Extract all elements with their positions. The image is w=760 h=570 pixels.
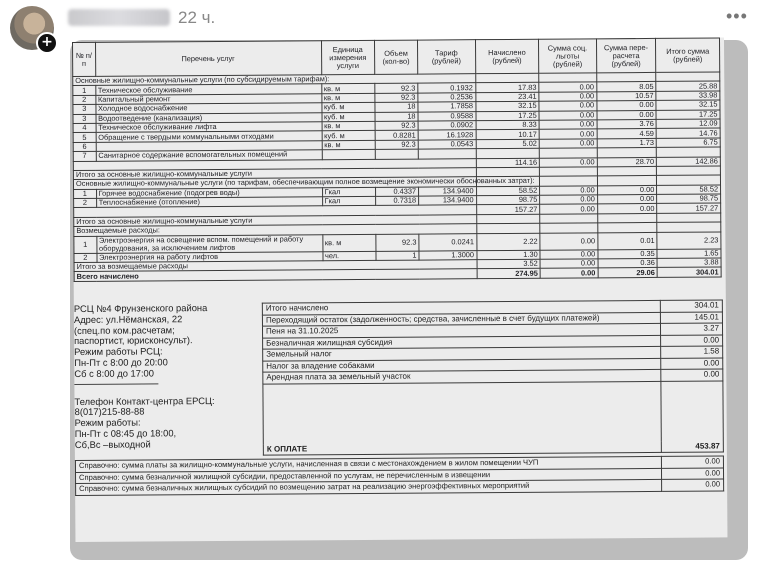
cell-total: 3.88 [657,258,721,268]
cell-label: Санитарное содержание вспомогательных помещений [96,150,322,161]
section-label: Итого за основные жилищно-коммунальные услуги [73,168,476,180]
to-pay-value: 453.87 [661,441,723,452]
cell-unit: куб. м [322,131,375,141]
cell-soc: 0.00 [540,195,598,205]
cell-soc [540,167,598,177]
cell-total [657,213,721,223]
cell-label: Горячее водоснабжение (подогрев воды) [96,187,322,198]
contact-line: 8(017)215-88-88 [74,405,145,418]
col-header: Сумма пере-расчета (рублей) [596,38,656,72]
note-value: 0.00 [662,479,724,491]
cell-charged: 5.02 [476,139,540,149]
cell-soc: 0.00 [540,232,598,249]
cell-n: 4 [73,123,96,133]
cell-soc [539,148,597,158]
cell-recalc: 0.01 [598,232,658,249]
cell-tariff [418,149,476,159]
info-line: Режим работы РСЦ: [74,345,163,358]
summary-table [262,299,724,455]
note-label: Справочно: сумма безналичных жилищных субсидий по возмещению затрат на реализацию энергоэффективных мероприятий [76,480,662,496]
cell-recalc: 0.36 [598,258,658,268]
cell-total: 157.27 [657,203,721,213]
cell-recalc: 28.70 [597,157,657,167]
section-label: Итого за основные жилищно-коммунальные услуги [74,215,477,227]
cell-unit: кв. м [322,140,375,150]
service-center-info [74,303,263,451]
info-line: Пн-Пт с 8:00 до 20:00 [74,356,168,368]
cell-vol: 92.3 [375,93,418,103]
cell-charged: 58.52 [476,186,540,196]
cell-label: Обращение с твердыми коммунальными отходами [96,131,322,142]
cell-recalc [597,166,657,176]
cell-charged: 10.17 [476,130,540,140]
cell-total: 98.75 [657,194,721,204]
cell-total: 33.98 [656,91,720,101]
cell-n: 5 [73,133,96,143]
more-options-icon[interactable]: ••• [726,6,748,26]
cell-unit: кв. м [321,84,374,94]
note-label: Справочно: сумма безналичной жилищной субсидии, предоставленной по услугам, не перечисленным в извещении [76,468,662,484]
section-label: Возмещаемые расходы: [74,224,477,236]
cell-vol: 0.4337 [375,187,418,197]
cell-unit: Гкал [322,187,375,197]
cell-soc: 0.00 [539,101,597,111]
cell-recalc: 1.73 [597,138,657,148]
cell-vol: 92.3 [375,140,418,150]
cell-charged: 3.52 [477,259,541,269]
cell-vol: 0.7318 [375,196,418,206]
cell-label: Теплоснабжение (отопление) [96,197,322,208]
summary-label: Пеня на 31.10.2025 [262,323,660,337]
cell-recalc [596,72,656,82]
cell-total: 58.52 [657,185,721,195]
cell-charged [475,73,539,83]
cell-recalc [597,148,657,158]
cell-tariff: 16.1928 [418,130,476,140]
summary-value: 3.27 [660,323,722,335]
cell-label: Электроэнергия на работу лифтов [97,251,323,262]
col-header: Сумма соц. льготы (рублей) [539,39,597,73]
contact-line: Пн-Пт с 08:45 до 18:00, [74,427,177,439]
cell-unit: кв. м [322,121,375,131]
charges-table [72,37,722,281]
cell-label: Холодное водоснабжение [96,103,322,114]
cell-recalc: 0.00 [597,204,657,214]
summary-label: Земельный налог [263,346,661,360]
cell-soc [539,73,597,83]
cell-charged: 114.16 [476,158,540,168]
cell-soc [540,214,598,224]
cell-tariff: 0.0543 [418,139,476,149]
col-header: Начислено (рублей) [475,39,539,73]
cell-tariff: 0.2536 [418,92,476,102]
cell-vol: 92.3 [375,121,418,131]
cell-label: Капитальный ремонт [95,94,321,105]
cell-total: 25.88 [656,81,720,91]
col-header: Итого сумма (рублей) [656,38,720,72]
cell-tariff: 0.0902 [418,121,476,131]
cell-vol [375,149,418,159]
cell-n: 2 [74,198,97,208]
cell-vol: 0.8281 [375,130,418,140]
cell-total: 304.01 [657,267,721,277]
cell-unit: кв. м [321,93,374,103]
summary-value: 0.00 [661,369,723,381]
cell-recalc [597,223,657,233]
cell-unit: кв. м [322,234,376,251]
cell-tariff: 0.9588 [418,111,476,121]
summary-label: Арендная плата за земельный участок [263,369,661,383]
summary-label: Переходящий остаток (задолженность; средства, зачисленные в счет будущих платежей) [262,312,660,326]
cell-label: Электроэнергия на освещение вспом. помещений и работу оборудования, за исключением лифтов [96,234,322,253]
cell-n: 3 [73,105,96,115]
cell-label: Водоотведение (канализация) [96,112,322,123]
to-pay-row [263,441,723,455]
cell-tariff: 134.9400 [419,196,477,206]
summary-label: Итого начислено [262,300,660,314]
cell-total: 1.65 [657,249,721,259]
cell-recalc: 10.57 [597,91,657,101]
cell-vol: 1 [376,251,419,261]
cell-unit: Гкал [322,196,375,206]
cell-soc: 0.00 [540,259,598,269]
cell-recalc: 3.76 [597,119,657,129]
cell-vol: 18 [375,102,418,112]
username-blurred[interactable] [68,9,170,26]
cell-label: Техническое обслуживание лифта [96,122,322,133]
summary-value: 1.58 [661,346,723,358]
cell-soc: 0.00 [539,120,597,130]
cell-soc: 0.00 [539,92,597,102]
cell-n: 2 [74,253,97,263]
cell-charged: 17.25 [476,111,540,121]
summary-value: 304.01 [660,300,722,312]
cell-charged: 98.75 [476,195,540,205]
cell-recalc: 0.00 [597,101,657,111]
contact-line: Сб,Вс –выходной [74,438,151,450]
cell-soc: 0.00 [539,110,597,120]
col-header: Тариф (рублей) [418,40,476,74]
cell-unit [322,150,375,160]
cell-vol: 18 [375,112,418,122]
cell-total [657,147,721,157]
cell-recalc: 8.05 [596,82,656,92]
cell-tariff: 134.9400 [419,186,477,196]
summary-value: 0.00 [661,334,723,346]
info-line: РСЦ №4 Фрунзенского района [73,302,208,314]
cell-n: 1 [73,86,96,96]
summary-value: 0.00 [661,357,723,369]
cell-recalc: 0.00 [597,194,657,204]
cell-total: 17.25 [656,110,720,120]
cell-n: 1 [74,236,97,253]
col-header: Объем (кол-во) [374,40,417,74]
cell-vol: 92.3 [376,234,419,251]
cell-unit: куб. м [321,103,374,113]
cell-charged: 17.83 [475,83,539,93]
summary-label: Безналичная жилищная субсидия [263,335,661,349]
cell-tariff: 1.3000 [419,250,477,260]
cell-charged [476,148,540,158]
col-header: Единица измерения услуги [321,40,375,74]
reference-notes-table [75,455,724,495]
col-header: Перечень услуг [95,41,321,77]
cell-charged [476,223,540,233]
divider [74,383,158,385]
cell-vol: 92.3 [375,83,418,93]
cell-tariff: 0.0241 [419,233,477,250]
summary-value: 145.01 [660,311,722,323]
section-label: Основные жилищно-коммунальные услуги (по тарифам, обеспечивающим полное возмещение экономически обоснованных затрат): [73,177,476,189]
info-line: Адрес: ул.Нёманская, 22 [73,313,183,325]
cell-soc: 0.00 [540,204,598,214]
cell-charged: 1.30 [476,250,540,260]
cell-total: 32.15 [656,100,720,110]
section-label: Итого за возмещаемые расходы [74,260,477,272]
section-label: Основные жилищно-коммунальные услуги (по субсидируемым тарифам): [73,74,476,86]
table-header-row [73,38,720,77]
cell-soc: 0.00 [540,157,598,167]
info-line: Сб с 8:00 до 17:00 [74,367,154,379]
cell-total: 6.75 [656,138,720,148]
cell-total: 142.86 [657,156,721,166]
col-header: № п/п [73,42,96,76]
cell-charged: 157.27 [476,205,540,215]
cell-charged: 23.41 [475,92,539,102]
cell-total: 2.23 [657,232,721,249]
summary-blank-row [263,380,723,444]
cell-tariff: 0.1932 [418,83,476,93]
cell-charged: 8.33 [476,120,540,130]
cell-charged: 274.95 [477,269,541,279]
cell-recalc: 0.35 [598,249,658,259]
cell-charged [476,214,540,224]
cell-total: 12.09 [656,119,720,129]
cell-tariff: 1.7858 [418,102,476,112]
section-label: Всего начислено [74,269,477,281]
follow-plus-icon[interactable]: + [36,32,58,54]
post-photo[interactable] [70,40,748,560]
cell-recalc: 0.00 [597,185,657,195]
info-line: паспортист, юрисконсульт). [74,334,193,347]
utility-bill-document [72,37,727,542]
cell-total [657,166,721,176]
cell-soc: 0.00 [539,82,597,92]
cell-n: 6 [73,142,96,152]
cell-charged: 32.15 [475,101,539,111]
cell-unit: куб. м [321,112,374,122]
note-value: 0.00 [661,468,723,480]
avatar[interactable] [10,6,54,50]
cell-n: 2 [73,95,96,105]
cell-soc: 0.00 [539,129,597,139]
cell-recalc: 4.59 [597,129,657,139]
cell-n: 7 [73,151,96,161]
cell-recalc: 0.00 [597,110,657,120]
cell-total: 14.76 [656,128,720,138]
info-line: (спец.по ком.расчетам; [73,323,175,336]
cell-label: Техническое обслуживание [95,84,321,95]
cell-soc: 0.00 [540,249,598,259]
cell-unit: чел. [322,251,375,261]
cell-recalc: 29.06 [598,268,658,278]
contact-line: Телефон Контакт-центра ЕРСЦ: [74,394,215,407]
cell-n: 1 [74,189,97,199]
cell-recalc [597,213,657,223]
to-pay-label: К ОПЛАТЕ [263,441,661,455]
post-timestamp[interactable]: 22 ч. [178,8,216,27]
cell-soc: 0.00 [539,139,597,149]
summary-label: Налог за владение собаками [263,358,661,372]
contact-line: Режим работы: [74,416,141,429]
cell-charged: 2.22 [476,233,540,250]
cell-soc [540,223,598,233]
cell-soc: 0.00 [540,186,598,196]
note-value: 0.00 [661,456,723,468]
note-label: Справочно: сумма платы за жилищно-коммунальные услуги, начисленная в связи с местонахождением в жилом помещении ЧУП [75,456,661,472]
cell-total [657,222,721,232]
cell-total [656,72,720,82]
cell-n: 3 [73,114,96,124]
cell-soc: 0.00 [540,268,598,278]
